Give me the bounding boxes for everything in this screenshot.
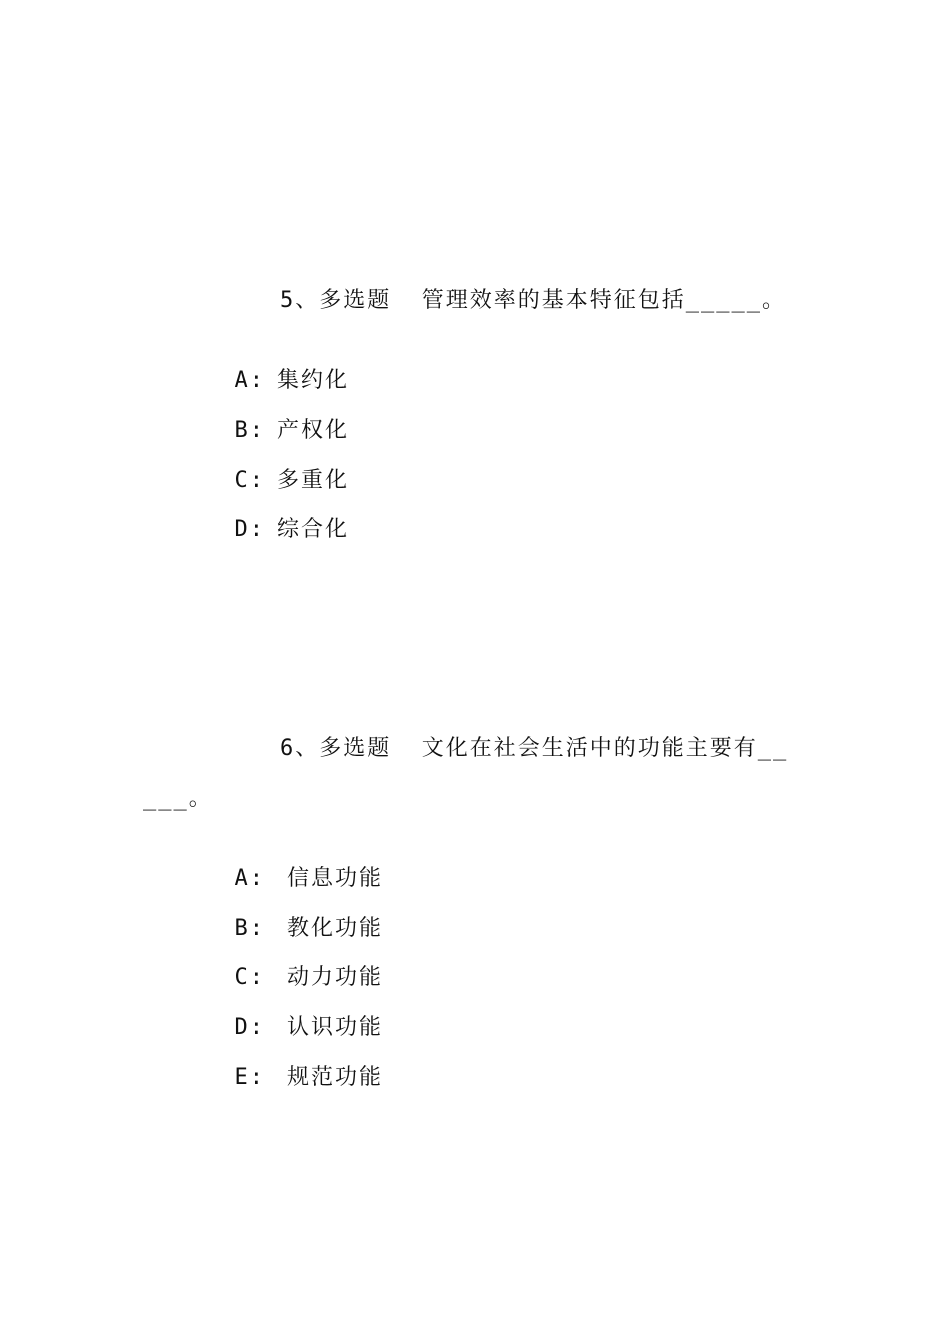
option-letter: B: bbox=[234, 418, 265, 443]
option-letter: E: bbox=[234, 1065, 265, 1090]
option-text: 集约化 bbox=[276, 368, 349, 393]
option-text: 教化功能 bbox=[286, 916, 383, 941]
option-e bbox=[143, 1033, 383, 1123]
option-letter: A: bbox=[234, 368, 265, 393]
option-text: 规范功能 bbox=[286, 1065, 383, 1090]
option-letter: A: bbox=[234, 866, 265, 891]
option-d bbox=[143, 485, 349, 575]
option-text: 动力功能 bbox=[286, 965, 383, 990]
question-stem: 6、多选题 文化在社会生活中的功能主要有__ bbox=[280, 736, 789, 761]
option-letter: D: bbox=[234, 1015, 265, 1040]
option-text: 产权化 bbox=[276, 418, 349, 443]
option-text: 综合化 bbox=[276, 517, 349, 542]
option-text: 多重化 bbox=[276, 468, 349, 493]
option-letter: D: bbox=[234, 517, 265, 542]
option-letter: B: bbox=[234, 916, 265, 941]
option-letter: C: bbox=[234, 965, 265, 990]
question-stem: 5、多选题 管理效率的基本特征包括_____。 bbox=[280, 288, 786, 313]
option-letter: C: bbox=[234, 468, 265, 493]
option-text: 认识功能 bbox=[286, 1015, 383, 1040]
option-text: 信息功能 bbox=[286, 866, 383, 891]
question-stem-continuation: ___。 bbox=[143, 786, 213, 811]
